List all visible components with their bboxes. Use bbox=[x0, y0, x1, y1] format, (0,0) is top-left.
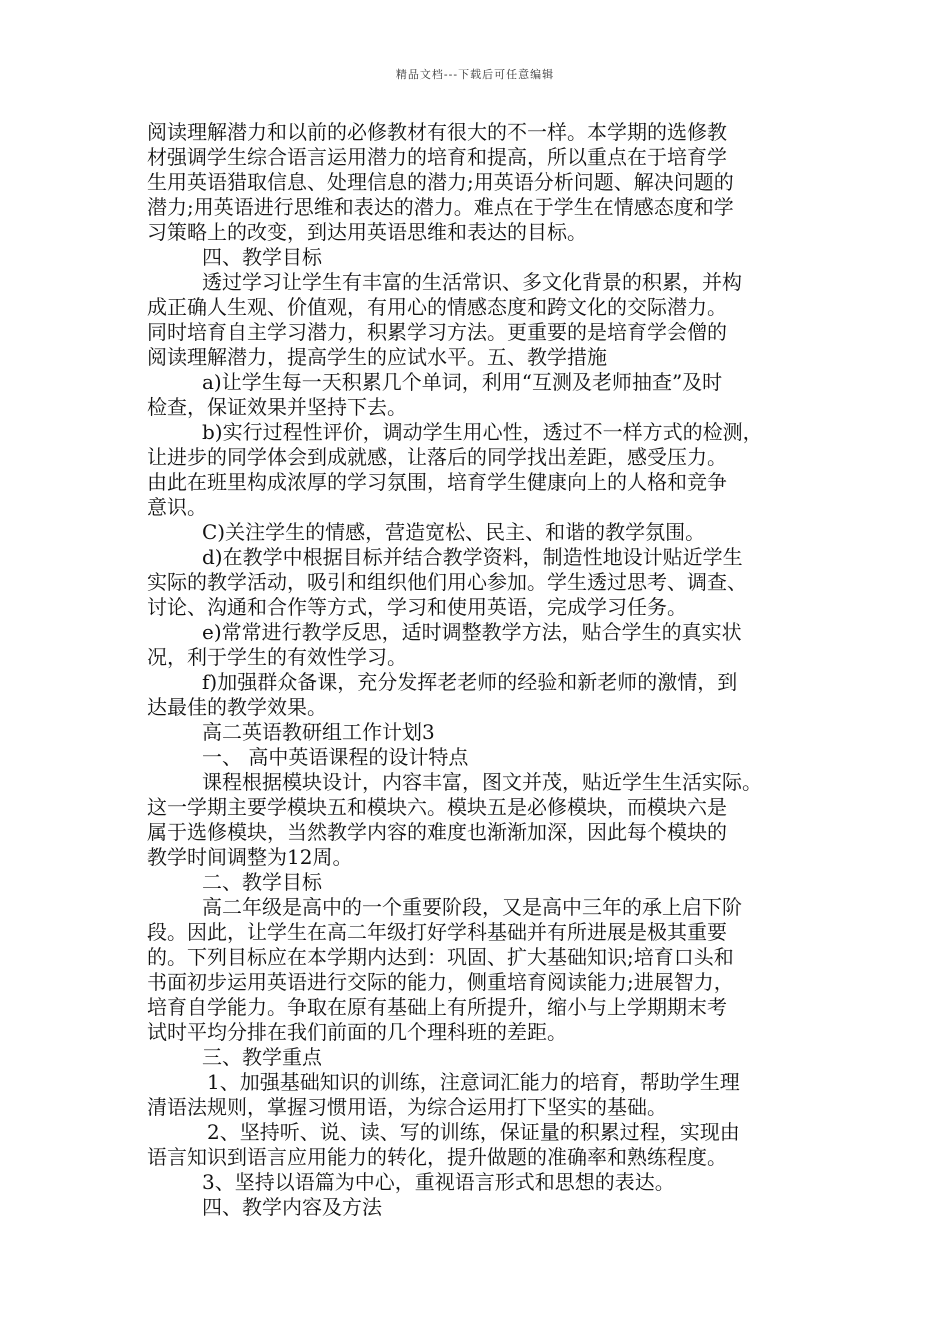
text-line: 三、教学重点 bbox=[202, 1045, 322, 1069]
text-line: 检查，保证效果并坚持下去。 bbox=[147, 395, 407, 419]
text-line: 透过学习让学生有丰富的生活常识、多文化背景的积累，并构 bbox=[202, 270, 742, 294]
text-line: C)关注学生的情感，营造宽松、民主、和谐的教学氛围。 bbox=[202, 520, 706, 544]
page-header: 精品文档---下载后可任意编辑 bbox=[395, 68, 555, 81]
text-line: 由此在班里构成浓厚的学习氛围，培育学生健康向上的人格和竞争 bbox=[147, 470, 727, 494]
text-line: 意识。 bbox=[147, 495, 207, 519]
text-line: 四、教学内容及方法 bbox=[202, 1195, 382, 1219]
text-line: 高二年级是高中的一个重要阶段，又是高中三年的承上启下阶 bbox=[202, 895, 742, 919]
text-line: 课程根据模块设计，内容丰富，图文并茂，贴近学生生活实际。 bbox=[202, 770, 762, 794]
text-line: 语言知识到语言应用能力的转化，提升做题的准确率和熟练程度。 bbox=[147, 1145, 727, 1169]
text-line: e)常常进行教学反思，适时调整教学方法，贴合学生的真实状 bbox=[202, 620, 742, 644]
text-line: 书面初步运用英语进行交际的能力，侧重培育阅读能力;进展智力， bbox=[147, 970, 734, 994]
text-line: 生用英语猎取信息、处理信息的潜力;用英语分析问题、解决问题的 bbox=[147, 170, 734, 194]
text-line: f)加强群众备课，充分发挥老老师的经验和新老师的激情，到 bbox=[202, 670, 738, 694]
text-line: b)实行过程性评价，调动学生用心性，透过不一样方式的检测， bbox=[202, 420, 763, 444]
text-line: 培育自学能力。争取在原有基础上有所提升，缩小与上学期期末考 bbox=[147, 995, 727, 1019]
text-line: 清语法规则，掌握习惯用语，为综合运用打下坚实的基础。 bbox=[147, 1095, 667, 1119]
text-line: 况，利于学生的有效性学习。 bbox=[147, 645, 407, 669]
text-line: 习策略上的改变，到达用英语思维和表达的目标。 bbox=[147, 220, 587, 244]
text-line: 属于选修模块，当然教学内容的难度也渐渐加深，因此每个模块的 bbox=[147, 820, 727, 844]
text-line: 段。因此，让学生在高二年级打好学科基础并有所进展是极其重要 bbox=[147, 920, 727, 944]
text-line: 的。下列目标应在本学期内达到：巩固、扩大基础知识;培育口头和 bbox=[147, 945, 734, 969]
text-line: 这一学期主要学模块五和模块六。模块五是必修模块，而模块六是 bbox=[147, 795, 727, 819]
text-line: 达最佳的教学效果。 bbox=[147, 695, 327, 719]
text-line: 2、坚持听、说、读、写的训练，保证量的积累过程，实现由 bbox=[207, 1120, 740, 1144]
text-line: 试时平均分排在我们前面的几个理科班的差距。 bbox=[147, 1020, 567, 1044]
text-line: 实际的教学活动，吸引和组织他们用心参加。学生透过思考、调查、 bbox=[147, 570, 747, 594]
text-line: 阅读理解潜力，提高学生的应试水平。五、教学措施 bbox=[147, 345, 607, 369]
text-line: 一、 高中英语课程的设计特点 bbox=[202, 745, 469, 769]
text-line: 1、加强基础知识的训练，注意词汇能力的培育，帮助学生理 bbox=[207, 1070, 740, 1094]
text-line: 教学时间调整为12周。 bbox=[147, 845, 353, 869]
text-line: 3、坚持以语篇为中心，重视语言形式和思想的表达。 bbox=[202, 1170, 675, 1194]
text-line: 材强调学生综合语言运用潜力的培育和提高，所以重点在于培育学 bbox=[147, 145, 727, 169]
document-body bbox=[147, 120, 807, 1220]
text-line: 让进步的同学体会到成就感，让落后的同学找出差距，感受压力。 bbox=[147, 445, 727, 469]
text-line: 二、教学目标 bbox=[202, 870, 322, 894]
text-line: 同时培育自主学习潜力，积累学习方法。更重要的是培育学会僧的 bbox=[147, 320, 727, 344]
text-line: d)在教学中根据目标并结合教学资料，制造性地设计贴近学生 bbox=[202, 545, 743, 569]
text-line: a)让学生每一天积累几个单词，利用“互测及老师抽查”及时 bbox=[202, 370, 723, 394]
text-line: 阅读理解潜力和以前的必修教材有很大的不一样。本学期的选修教 bbox=[147, 120, 727, 144]
text-line: 四、教学目标 bbox=[202, 245, 322, 269]
text-line: 潜力;用英语进行思维和表达的潜力。难点在于学生在情感态度和学 bbox=[147, 195, 734, 219]
text-line: 成正确人生观、价值观，有用心的情感态度和跨文化的交际潜力。 bbox=[147, 295, 727, 319]
text-line: 高二英语教研组工作计划3 bbox=[202, 720, 435, 744]
text-line: 讨论、沟通和合作等方式，学习和使用英语，完成学习任务。 bbox=[147, 595, 687, 619]
